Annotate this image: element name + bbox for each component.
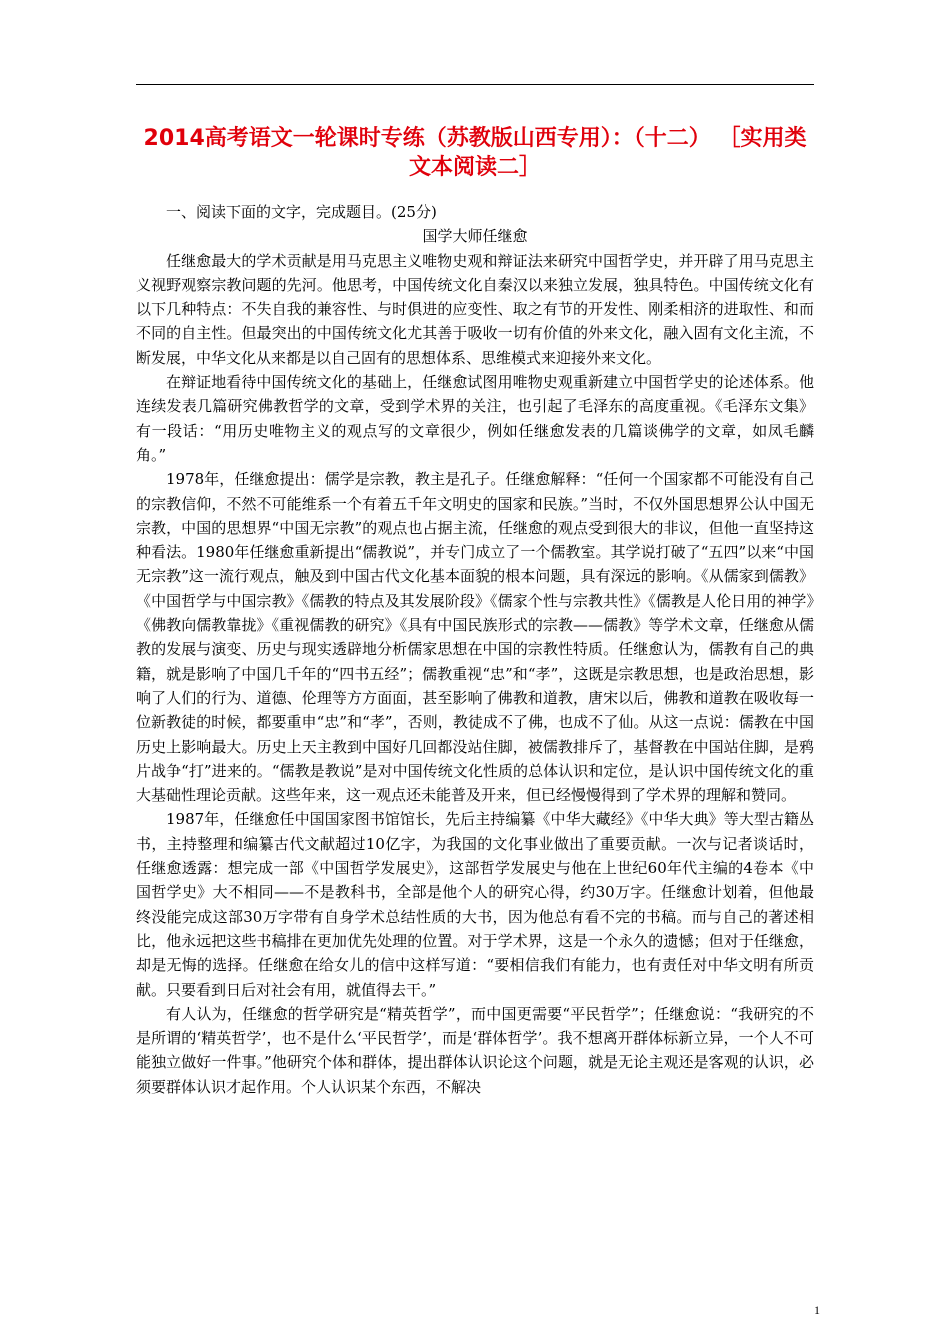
page-number: 1: [814, 1303, 820, 1317]
header-rule: [136, 84, 814, 85]
paragraph: 有人认为，任继愈的哲学研究是“精英哲学”，而中国更需要“平民哲学”；任继愈说：“我研究的不是所谓的‘精英哲学’，也不是什么‘平民哲学’，而是‘群体哲学’。我不想离开群体标新立异，一个人不可能独立做好一件事。”他研究个体和群体，提出群体认识论这个问题，就是无论主观还是客观的认识，必须要群体认识才起作用。个人认识某个东西，不解决: [136, 1004, 814, 1096]
paragraph: 1987年，任继愈任中国国家图书馆馆长，先后主持编纂《中华大藏经》《中华大典》等大型古籍丛书，主持整理和编纂古代文献超过10亿字，为我国的文化事业做出了重要贡献。一次与记者谈话时，任继愈透露：想完成一部《中国哲学发展史》，这部哲学发展史与他在上世纪60年代主编的4卷本《中国哲学史》大不相同——不是教科书，全部是他个人的研究心得，约30万字。任继愈计划着，但他最终没能完成这部30万字带有自身学术总结性质的大书，因为他总有看不完的书稿。而与自己的著述相比，他永远把这些书稿排在更加优先处理的位置。对于学术界，这是一个永久的遗憾；但对于任继愈，却是无悔的选择。任继愈在给女儿的信中这样写道：“要相信我们有能力，也有责任对中华文明有所贡献。只要看到日后对社会有用，就值得去干。”: [136, 810, 814, 999]
paragraph: 1978年，任继愈提出：儒学是宗教，教主是孔子。任继愈解释：“任何一个国家都不可能没有自己的宗教信仰，不然不可能维系一个有着五千年文明史的国家和民族。”当时，不仅外国思想界公认中国无宗教，中国的思想界“中国无宗教”的观点也占据主流，任继愈的观点受到很大的非议，但他一直坚持这种看法。1980年任继愈重新提出“儒教说”，并专门成立了一个儒教室。其学说打破了“五四”以来“中国无宗教”这一流行观点，触及到中国古代文化基本面貌的根本问题，具有深远的影响。《从儒家到儒教》《中国哲学与中国宗教》《儒教的特点及其发展阶段》《儒家个性与宗教共性》《儒教是人伦日用的神学》《佛教向儒教靠拢》《重视儒教的研究》《具有中国民族形式的宗教——儒教》等学术文章，任继愈从儒教的发展与演变、历史与现实透辟地分析儒家思想在中国的宗教性特质。任继愈认为，儒教有自己的典籍，就是影响了中国几千年的“四书五经”；儒教重视“忠”和“孝”，这既是宗教思想，也是政治思想，影响了人们的行为、道德、伦理等方方面面，甚至影响了佛教和道教，唐宋以后，佛教和道教在吸收每一位新教徒的时候，都要重申“忠”和“孝”，否则，教徒成不了佛，也成不了仙。从这一点说：儒教在中国历史上影响最大。历史上天主教到中国好几回都没站住脚，被儒教排斥了，基督教在中国站住脚，是鸦片战争“打”进来的。“儒教是教说”是对中国传统文化性质的总体认识和定位，是认识中国传统文化的重大基础性理论贡献。这些年来，这一观点还未能普及开来，但已经慢慢得到了学术界的理解和赞同。: [136, 470, 814, 805]
paragraph: 任继愈最大的学术贡献是用马克思主义唯物史观和辩证法来研究中国哲学史，并开辟了用马克思主义视野观察宗教问题的先河。他思考，中国传统文化自秦汉以来独立发展，独具特色。中国传统文化有以下几种特点：不失自我的兼容性、与时俱进的应变性、取之有节的开发性、刚柔相济的进取性、和而不同的自主性。但最突出的中国传统文化尤其善于吸收一切有价值的外来文化，融入固有文化主流，不断发展，中华文化从来都是以自己固有的思想体系、思维模式来迎接外来文化。: [136, 251, 814, 367]
article-body: [136, 200, 814, 1099]
paragraph: 在辩证地看待中国传统文化的基础上，任继愈试图用唯物史观重新建立中国哲学史的论述体系。他连续发表几篇研究佛教哲学的文章，受到学术界的关注，也引起了毛泽东的高度重视。《毛泽东文集》有一段话：“用历史唯物主义的观点写的文章很少，例如任继愈发表的几篇谈佛学的文章，如凤毛麟角。”: [136, 373, 814, 464]
section-heading: 一、阅读下面的文字，完成题目。(25分): [166, 203, 437, 221]
document-title: 2014高考语文一轮课时专练（苏教版山西专用）：（十二） ［实用类文本阅读二］: [143, 126, 807, 180]
article-title: 国学大师任继愈: [422, 227, 528, 246]
